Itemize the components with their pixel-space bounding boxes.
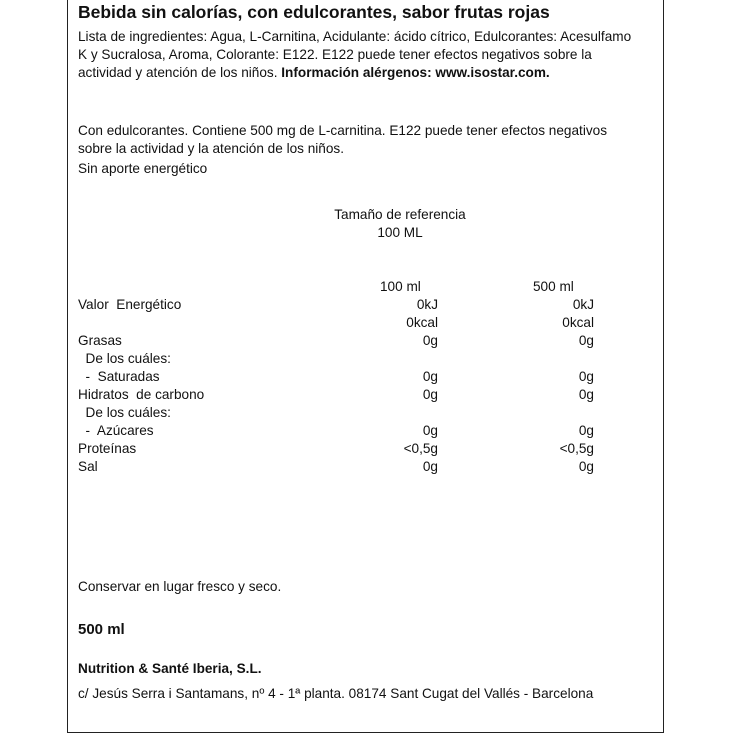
company-address: c/ Jesús Serra i Santamans, nº 4 - 1ª planta. 08174 Sant Cugat del Vallés - Barcelona: [78, 686, 594, 701]
nutrient-value-100ml: 0g: [422, 387, 438, 402]
label-frame: [67, 0, 664, 733]
nutrient-value-100ml: <0,5g: [403, 441, 438, 456]
nutrient-value-500ml: 0g: [578, 369, 594, 384]
nutrient-label: Grasas: [78, 333, 122, 348]
nutrient-value-100ml: 0g: [422, 423, 438, 438]
nutrient-value-500ml: 0g: [578, 333, 594, 348]
nutrient-label: - Saturadas: [78, 369, 160, 384]
nutrient-value-100ml: 0kJ: [416, 297, 438, 312]
company-name: Nutrition & Santé Iberia, S.L.: [78, 661, 262, 676]
product-title: Bebida sin calorías, con edulcorantes, sabor frutas rojas: [78, 2, 550, 22]
nutrient-value-100ml: 0g: [422, 459, 438, 474]
column-header-500ml: 500 ml: [533, 279, 574, 294]
reference-size-value: 100 ML: [377, 225, 423, 240]
energy-note: Sin aporte energético: [78, 161, 208, 176]
nutrient-value-100ml: 0g: [422, 369, 438, 384]
nutrient-value-500ml: 0g: [578, 423, 594, 438]
nutrient-label: Valor Energético: [78, 297, 182, 312]
nutrient-value-100ml: 0g: [422, 333, 438, 348]
nutrient-value-500ml: <0,5g: [559, 441, 594, 456]
nutrient-label: De los cuáles:: [78, 351, 171, 366]
nutrient-value-500ml: 0kJ: [572, 297, 594, 312]
nutrient-value-100ml: 0kcal: [406, 315, 438, 330]
nutrient-label: De los cuáles:: [78, 405, 171, 420]
nutrient-label: Proteínas: [78, 441, 137, 456]
ingredients-text: Lista de ingredientes: Agua, L-Carnitina, Acidulante: ácido cítrico, Edulcorantes: Acesulfamo K y Sucralosa, Aroma, Colorante: E122. E122 puede tener efectos negativos sobre la actividad y atención de los niños.: [78, 29, 632, 80]
sweetener-warning: Con edulcorantes. Contiene 500 mg de L-carnitina. E122 puede tener efectos negativos sobre la actividad y la atención de los niños.: [78, 123, 607, 156]
nutrient-value-500ml: 0g: [578, 387, 594, 402]
nutrient-value-500ml: 0g: [578, 459, 594, 474]
nutrient-label: - Azúcares: [78, 423, 154, 438]
allergen-info: Información alérgenos: www.isostar.com.: [281, 65, 550, 80]
nutrient-label: Sal: [78, 459, 98, 474]
reference-size-label: Tamaño de referencia: [334, 207, 466, 222]
column-header-100ml: 100 ml: [380, 279, 421, 294]
storage-instructions: Conservar en lugar fresco y seco.: [78, 579, 282, 594]
ingredients-list: [78, 28, 633, 82]
nutrient-label: Hidratos de carbono: [78, 387, 205, 402]
nutrient-value-500ml: 0kcal: [562, 315, 594, 330]
net-volume: 500 ml: [78, 621, 125, 638]
